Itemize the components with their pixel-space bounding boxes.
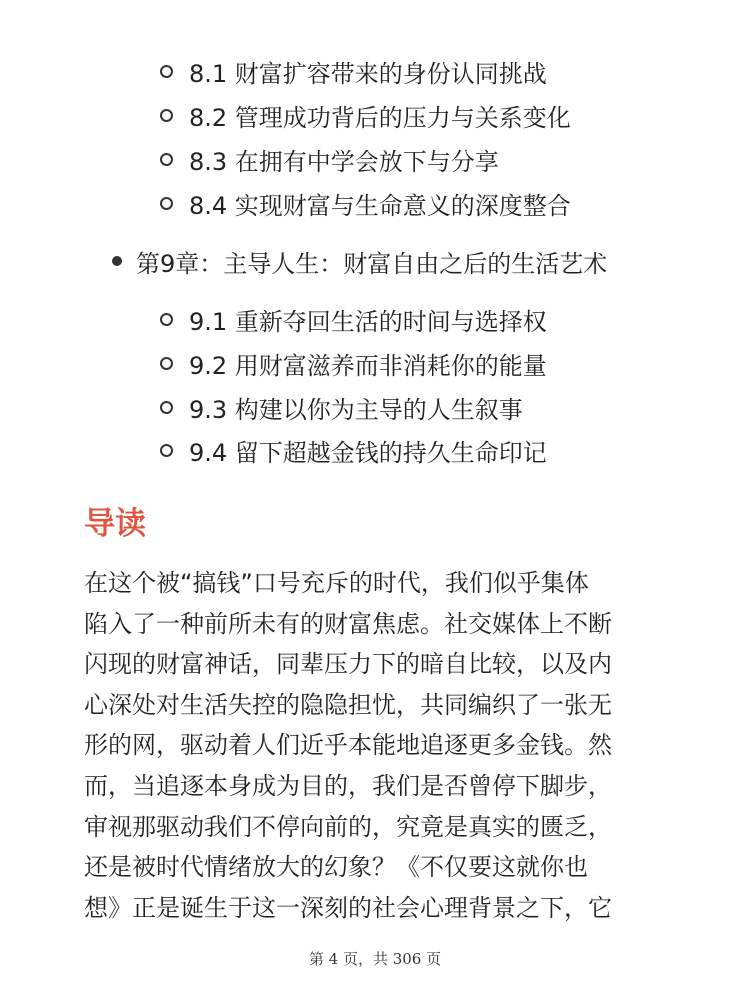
toc-section-9-1[interactable]	[160, 298, 547, 340]
paragraph-line: 在这个被“搞钱”口号充斥的时代，我们似乎集体	[84, 569, 589, 597]
paragraph-line: 陷入了一种前所未有的财富焦虑。社交媒体上不断	[84, 609, 612, 638]
toc-section-label: 9.1 重新夺回生活的时间与选择权	[189, 307, 547, 336]
toc-section-label: 9.2 用财富滋养而非消耗你的能量	[189, 351, 547, 380]
toc-section-label: 9.4 留下超越金钱的持久生命印记	[189, 438, 547, 467]
toc-section-label: 8.3 在拥有中学会放下与分享	[189, 147, 499, 176]
toc-section-8-2[interactable]	[160, 94, 571, 136]
page-number-footer: 第 4 页，共 306 页	[308, 950, 442, 968]
circle-bullet-icon	[160, 313, 173, 326]
paragraph-line: 形的网，驱动着人们近乎本能地追逐更多金钱。然	[84, 731, 612, 760]
circle-bullet-icon	[160, 357, 173, 370]
intro-paragraph	[84, 563, 674, 928]
circle-bullet-icon	[160, 444, 173, 457]
paragraph-line: 闪现的财富神话，同辈压力下的暗自比较，以及内	[84, 650, 612, 679]
toc-section-9-4[interactable]	[160, 429, 547, 471]
toc-section-8-3[interactable]	[160, 138, 499, 180]
toc-section-9-2[interactable]	[160, 342, 547, 384]
toc-section-8-4[interactable]	[160, 182, 571, 224]
circle-bullet-icon	[160, 109, 173, 122]
paragraph-line: 审视那驱动我们不停向前的，究竟是真实的匮乏，	[84, 812, 612, 841]
paragraph-line: 心深处对生活失控的隐隐担忧，共同编织了一张无	[84, 690, 612, 719]
paragraph-line: 还是被时代情绪放大的幻象？《不仅要这就你也	[84, 853, 588, 882]
toc-section-label: 8.2 管理成功背后的压力与关系变化	[189, 103, 571, 132]
toc-section-9-3[interactable]	[160, 386, 523, 428]
toc-chapter-9[interactable]	[112, 239, 607, 283]
circle-bullet-icon	[160, 65, 173, 78]
toc-section-label: 8.4 实现财富与生命意义的深度整合	[189, 191, 571, 220]
toc-section-label: 8.1 财富扩容带来的身份认同挑战	[189, 59, 547, 88]
disc-bullet-icon	[112, 256, 122, 266]
paragraph-line: 想》正是诞生于这一深刻的社会心理背景之下，它	[84, 893, 612, 922]
intro-heading: 导读	[84, 506, 146, 542]
circle-bullet-icon	[160, 153, 173, 166]
paragraph-line: 而，当追逐本身成为目的，我们是否曾停下脚步，	[84, 771, 612, 800]
circle-bullet-icon	[160, 401, 173, 414]
circle-bullet-icon	[160, 197, 173, 210]
toc-section-8-1[interactable]	[160, 50, 547, 92]
toc-chapter-label: 第9章：主导人生：财富自由之后的生活艺术	[136, 249, 608, 278]
toc-section-label: 9.3 构建以你为主导的人生叙事	[189, 395, 523, 424]
